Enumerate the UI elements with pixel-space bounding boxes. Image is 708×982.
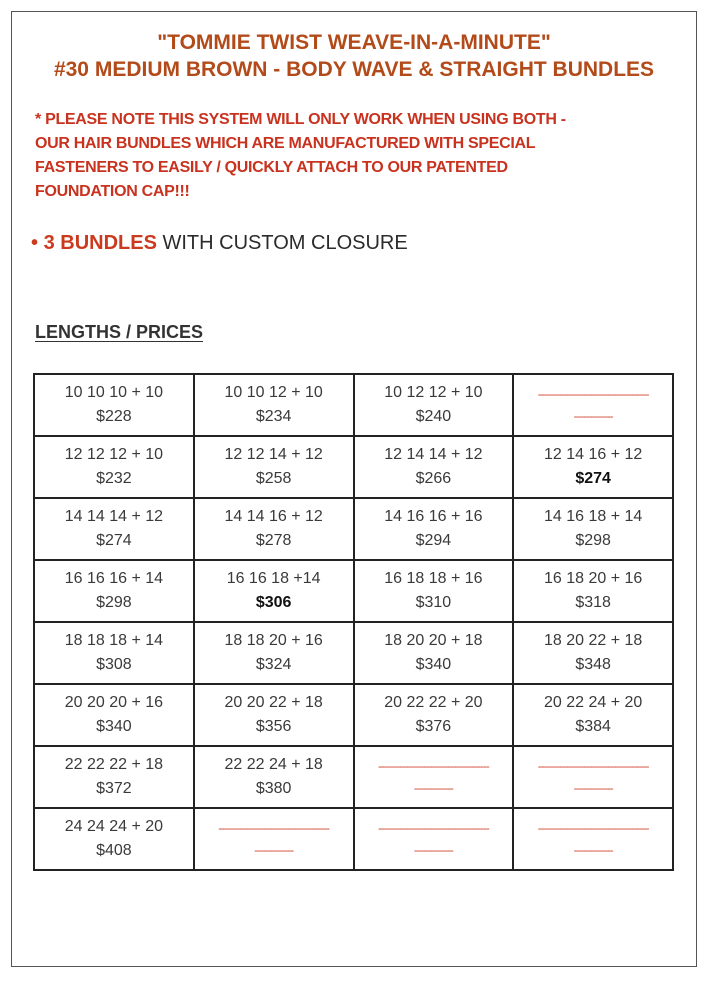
table-row <box>34 436 673 498</box>
price-cell <box>194 436 354 498</box>
price-cell <box>513 436 673 498</box>
cell-lengths: 12 14 14 + 12 <box>384 446 483 463</box>
cell-price: $372 <box>96 780 132 797</box>
cell-price: $232 <box>96 470 132 487</box>
empty-dash-short: ------------- <box>413 843 453 857</box>
price-cell <box>194 746 354 808</box>
bullet-icon: • <box>31 232 39 254</box>
cell-lengths: 16 18 18 + 16 <box>384 570 483 587</box>
cell-price: $294 <box>415 532 452 549</box>
price-cell <box>513 746 673 808</box>
price-cell <box>34 560 194 622</box>
price-table-body <box>34 374 673 870</box>
empty-dash-short: ------------- <box>573 781 613 795</box>
bundles-line <box>31 232 408 255</box>
price-cell <box>34 436 194 498</box>
cell-lengths: 14 16 18 + 14 <box>543 508 643 525</box>
cell-lengths: 14 16 16 + 16 <box>384 508 483 525</box>
price-cell <box>34 808 194 870</box>
cell-price: $310 <box>415 594 452 611</box>
price-cell <box>354 374 514 436</box>
cell-price: $348 <box>575 656 611 673</box>
cell-lengths: 14 14 14 + 12 <box>64 508 164 525</box>
cell-price: $380 <box>255 780 292 797</box>
cell-price: $274 <box>575 470 611 487</box>
price-cell <box>354 498 514 560</box>
price-cell <box>194 374 354 436</box>
price-cell <box>34 684 194 746</box>
empty-dash-short: ------------- <box>573 409 613 423</box>
cell-lengths: 10 10 12 + 10 <box>224 384 323 401</box>
price-cell <box>354 808 514 870</box>
cell-price: $340 <box>415 656 452 673</box>
price-cell <box>354 684 514 746</box>
system-note-line: FASTENERS TO EASILY / QUICKLY ATTACH TO OUR PATENTED <box>35 159 508 176</box>
system-note-line: * PLEASE NOTE THIS SYSTEM WILL ONLY WORK WHEN USING BOTH - <box>35 111 566 128</box>
price-cell <box>354 622 514 684</box>
cell-price: $298 <box>575 532 611 549</box>
cell-lengths: 16 16 16 + 14 <box>64 570 164 587</box>
system-note-line: FOUNDATION CAP!!! <box>35 183 190 200</box>
section-title: LENGTHS / PRICES <box>35 322 204 342</box>
price-cell <box>34 622 194 684</box>
cell-lengths: 12 12 14 + 12 <box>224 446 323 463</box>
cell-lengths: 12 14 16 + 12 <box>543 446 643 463</box>
cell-lengths: 10 12 12 + 10 <box>384 384 483 401</box>
cell-price: $376 <box>415 718 452 735</box>
price-cell <box>194 684 354 746</box>
table-row <box>34 374 673 436</box>
table-row <box>34 684 673 746</box>
price-cell <box>194 560 354 622</box>
system-note <box>35 108 675 204</box>
empty-dash-long: ------------------------------------- <box>537 821 649 835</box>
empty-dash-long: ------------------------------------- <box>218 821 330 835</box>
cell-price: $298 <box>96 594 132 611</box>
cell-lengths: 18 18 18 + 14 <box>64 632 164 649</box>
cell-price: $228 <box>96 408 132 425</box>
empty-dash-long: ------------------------------------- <box>377 759 489 773</box>
table-row <box>34 498 673 560</box>
cell-lengths: 20 20 22 + 18 <box>224 694 323 711</box>
table-row <box>34 560 673 622</box>
price-cell <box>354 436 514 498</box>
cell-lengths: 16 18 20 + 16 <box>543 570 643 587</box>
table-row <box>34 622 673 684</box>
empty-dash-short: ------------- <box>573 843 613 857</box>
bundles-count: 3 BUNDLES <box>43 232 157 254</box>
price-cell <box>513 374 673 436</box>
page-title-line-2: #30 MEDIUM BROWN - BODY WAVE & STRAIGHT BUNDLES <box>53 58 655 81</box>
cell-price: $266 <box>415 470 452 487</box>
price-cell <box>34 374 194 436</box>
cell-price: $258 <box>255 470 292 487</box>
cell-price: $306 <box>255 594 292 611</box>
empty-dash-long: ------------------------------------- <box>537 759 649 773</box>
cell-price: $308 <box>96 656 132 673</box>
empty-dash-short: ------------- <box>413 781 453 795</box>
price-cell <box>34 498 194 560</box>
price-table <box>33 373 674 871</box>
cell-lengths: 20 22 24 + 20 <box>543 694 643 711</box>
cell-lengths: 12 12 12 + 10 <box>64 446 164 463</box>
bundles-description: WITH CUSTOM CLOSURE <box>156 232 408 254</box>
price-cell <box>194 808 354 870</box>
cell-lengths: 10 10 10 + 10 <box>64 384 164 401</box>
price-cell <box>354 560 514 622</box>
cell-lengths: 16 16 18 +14 <box>226 570 321 587</box>
cell-price: $324 <box>255 656 292 673</box>
cell-lengths: 18 20 20 + 18 <box>384 632 483 649</box>
cell-price: $340 <box>96 718 132 735</box>
empty-dash-long: ------------------------------------- <box>537 387 649 401</box>
price-cell <box>513 622 673 684</box>
cell-lengths: 22 22 22 + 18 <box>64 756 164 773</box>
cell-lengths: 14 14 16 + 12 <box>224 508 323 525</box>
empty-dash-long: ------------------------------------- <box>377 821 489 835</box>
table-row <box>34 746 673 808</box>
price-cell <box>354 746 514 808</box>
cell-price: $384 <box>575 718 611 735</box>
cell-price: $318 <box>575 594 611 611</box>
cell-price: $274 <box>96 532 132 549</box>
system-note-line: OUR HAIR BUNDLES WHICH ARE MANUFACTURED WITH SPECIAL <box>35 135 536 152</box>
price-cell <box>34 746 194 808</box>
cell-lengths: 24 24 24 + 20 <box>64 818 164 835</box>
price-cell <box>194 498 354 560</box>
cell-price: $356 <box>255 718 292 735</box>
cell-price: $240 <box>415 408 452 425</box>
price-cell <box>513 684 673 746</box>
price-cell <box>513 560 673 622</box>
cell-lengths: 20 22 22 + 20 <box>384 694 483 711</box>
price-cell <box>513 808 673 870</box>
price-cell <box>194 622 354 684</box>
page-title-line-1: "TOMMIE TWIST WEAVE-IN-A-MINUTE" <box>157 31 551 54</box>
cell-price: $278 <box>255 532 292 549</box>
price-cell <box>513 498 673 560</box>
cell-lengths: 22 22 24 + 18 <box>224 756 323 773</box>
cell-price: $408 <box>96 842 132 859</box>
cell-lengths: 18 20 22 + 18 <box>543 632 643 649</box>
table-row <box>34 808 673 870</box>
empty-dash-short: ------------- <box>254 843 294 857</box>
cell-lengths: 18 18 20 + 16 <box>224 632 323 649</box>
cell-price: $234 <box>255 408 292 425</box>
cell-lengths: 20 20 20 + 16 <box>64 694 164 711</box>
